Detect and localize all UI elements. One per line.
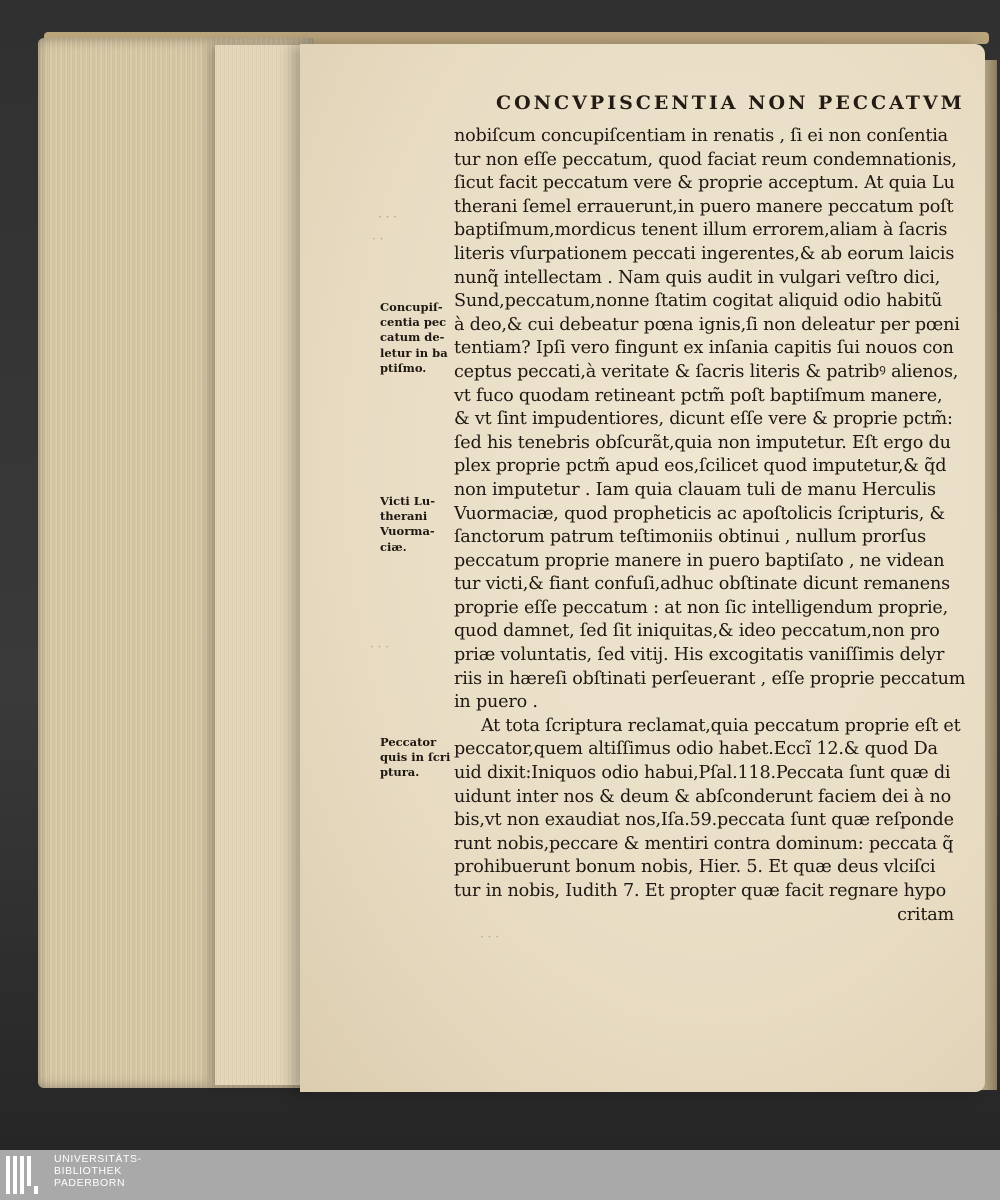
text-line: vt fuco quodam retineant pctm̃ poſt baptiſmum manere, <box>454 385 943 406</box>
library-logo-icon <box>6 1156 46 1194</box>
show-through-text: · · · <box>480 930 500 944</box>
text-line: riis in hæreſi obſtinati perſeuerant , eſſe proprie peccatum <box>454 668 966 689</box>
note-line: Vuorma- <box>380 524 435 539</box>
text-line: tur victi,& fiant confuſi,adhuc obſtinate dicunt remanens <box>454 574 950 595</box>
text-line: ſicut facit peccatum vere & proprie acceptum. At quia Lu <box>454 173 955 194</box>
note-line: quis in ſcri <box>380 750 451 765</box>
marginal-note-peccator <box>380 735 450 781</box>
marginal-note-concupiscentia <box>380 300 448 376</box>
body-text <box>454 125 974 927</box>
text-line: tentiam? Ipſi vero fingunt ex inſania capitis ſui nouos con <box>454 338 954 359</box>
text-line: ſed his tenebris obſcurãt,quia non imputetur. Eſt ergo du <box>454 432 951 453</box>
note-line: Concupiſ- <box>380 300 443 314</box>
library-name <box>54 1153 142 1189</box>
library-footer-bar <box>0 1150 1000 1200</box>
library-name-line: UNIVERSITÄTS- <box>54 1153 142 1165</box>
library-name-line: PADERBORN <box>54 1177 126 1189</box>
note-line: ptiſmo. <box>380 360 427 375</box>
text-line: literis vſurpationem peccati ingerentes,& ab eorum laicis <box>454 243 955 264</box>
show-through-text: · · · <box>378 210 398 224</box>
note-line: letur in ba <box>380 345 448 360</box>
text-line: peccatum proprie manere in puero baptiſato , ne videan <box>454 550 945 571</box>
text-line: priæ voluntatis, ſed vitij. His excogitatis vaniſſimis delyr <box>454 645 945 666</box>
text-line: uidunt inter nos & deum & abſconderunt faciem dei à no <box>454 786 952 807</box>
text-line: nobiſcum concupiſcentiam in renatis , ſi ei non conſentia <box>454 126 948 146</box>
text-line: Sund,peccatum,nonne ſtatim cogitat aliquid odio habitũ <box>454 291 943 312</box>
show-through-text: · · <box>372 232 384 246</box>
text-line: non imputetur . Iam quia clauam tuli de manu Herculis <box>454 479 936 500</box>
text-line: uid dixit:Iniquos odio habui,Pſal.118.Peccata ſunt quæ di <box>454 763 951 784</box>
text-line: At tota ſcriptura reclamat,quia peccatum proprie eſt et <box>454 715 961 736</box>
note-line: ciæ. <box>380 539 407 554</box>
text-line: nunq̃ intellectam . Nam quis audit in vulgari veſtro dici, <box>454 267 941 288</box>
text-line: à deo,& cui debeatur pœna ignis,ſi non deleatur per pœni <box>454 314 960 335</box>
text-line: in puero . <box>454 692 538 713</box>
running-header: CONCVPISCENTIA NON PECCATVM <box>496 92 965 114</box>
note-line: catum de- <box>380 330 445 345</box>
text-line: baptiſmum,mordicus tenent illum errorem,aliam à ſacris <box>454 220 948 241</box>
marginal-note-victi-lutherani <box>380 494 435 555</box>
text-line: runt nobis,peccare & mentiri contra dominum: peccata q̃ <box>454 833 954 854</box>
text-line: critam <box>897 904 954 925</box>
text-line: proprie eſſe peccatum : at non ſic intelligendum proprie, <box>454 597 949 618</box>
text-line: plex proprie pctm̃ apud eos,ſcilicet quod imputetur,& q̃d <box>454 456 947 477</box>
note-line: centia pec <box>380 315 447 330</box>
note-line: ptura. <box>380 765 420 780</box>
text-line: tur non eſſe peccatum, quod faciat reum condemnationis, <box>454 149 957 170</box>
note-line: Victi Lu- <box>380 494 435 508</box>
note-line: therani <box>380 509 428 524</box>
text-line: prohibuerunt bonum nobis, Hier. 5. Et quæ deus vlciſci <box>454 857 936 878</box>
text-line: ceptus peccati,à veritate & ſacris literis & patribꝰ alienos, <box>454 361 959 382</box>
text-line: therani ſemel errauerunt,in puero manere peccatum poſt <box>454 196 954 217</box>
text-line: tur in nobis, Iudith 7. Et propter quæ facit regnare hypo <box>454 881 946 901</box>
text-line: quod damnet, ſed ſit iniquitas,& ideo peccatum,non pro <box>454 621 940 642</box>
text-line: bis,vt non exaudiat nos,Iſa.59.peccata ſunt quæ reſponde <box>454 810 954 831</box>
text-line: Vuormaciæ, quod propheticis ac apoſtolicis ſcripturis, & <box>454 503 945 524</box>
show-through-text: · · · <box>370 640 390 654</box>
note-line: Peccator <box>380 735 437 749</box>
library-name-line: BIBLIOTHEK <box>54 1165 122 1177</box>
text-line: peccator,quem altiſſimus odio habet.Eccĩ 12.& quod Da <box>454 739 938 760</box>
text-line: ſanctorum patrum teſtimoniis obtinui , nullum prorſus <box>454 527 926 548</box>
text-line: & vt ſint impudentiores, dicunt eſſe vere & proprie pctm̃: <box>454 409 953 430</box>
